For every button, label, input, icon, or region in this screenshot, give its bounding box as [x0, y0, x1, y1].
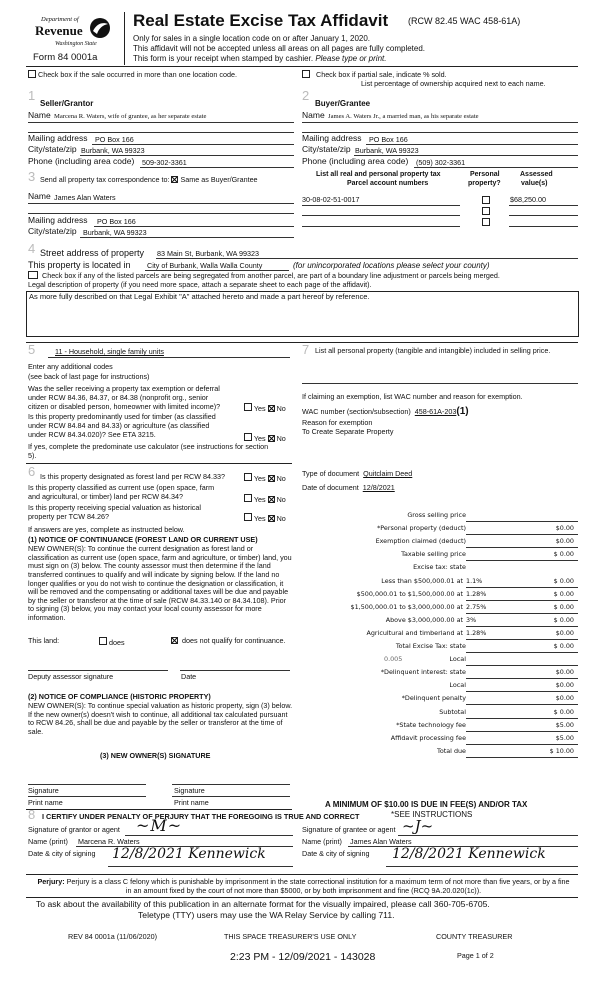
tax-row-label: Total Excise Tax: state — [395, 642, 466, 650]
corr-name[interactable]: James Alan Waters — [54, 193, 116, 202]
personal-property-checkbox[interactable] — [482, 196, 490, 204]
tax-row-label: Subtotal — [439, 708, 466, 716]
wac-number[interactable]: WAC number (section/subsection) 458-61A-203(1) — [302, 406, 469, 417]
seller-city[interactable]: Burbank, WA 99323 — [81, 146, 145, 155]
grantee-signature-label: Signature of grantee or agent — [302, 825, 396, 834]
seller-phone[interactable]: 509-302-3361 — [142, 158, 187, 167]
owner-print-name-label: Print name — [28, 798, 63, 807]
certify-statement: I CERTIFY UNDER PENALTY OF PERJURY THAT THE FOREGOING IS TRUE AND CORRECT — [42, 812, 360, 821]
deputy-signature-label: Deputy assessor signature — [28, 672, 114, 681]
see-instructions: *SEE INSTRUCTIONS — [391, 810, 473, 819]
tax-row-label: Less than $500,000.01 at — [381, 577, 463, 585]
grantor-date-label: Date & city of signing — [28, 849, 96, 858]
county-treasurer: COUNTY TREASURER — [436, 932, 513, 941]
historic-yes-no[interactable]: Yes No — [244, 513, 286, 523]
section-7-number: 7 — [302, 342, 310, 357]
located-label: This property is located in — [28, 260, 131, 270]
exemption-yes-no[interactable]: Yes No — [244, 403, 286, 413]
tax-rate: 1.28% — [466, 629, 487, 637]
partial-sale-check[interactable]: Check box if partial sale, indicate % sold. — [302, 70, 447, 79]
located-in[interactable]: City of Burbank, Walla Walla County — [147, 261, 263, 270]
forest-q: Is this property designated as forest land per RCW 84.33? — [40, 472, 225, 481]
new-owner-signature-title: (3) NEW OWNER(S) SIGNATURE — [100, 751, 211, 760]
predominate-use-line2: 5). — [28, 451, 37, 460]
tax-value[interactable]: $ 10.00 — [549, 747, 574, 755]
tax-value[interactable]: $5.00 — [555, 721, 574, 729]
land-does-not-check[interactable]: does not qualify for continuance. — [171, 637, 286, 645]
grantee-name[interactable]: James Alan Waters — [350, 837, 412, 846]
buyer-city-label: City/state/zip — [302, 144, 351, 154]
grantee-signature[interactable]: ~J~ — [402, 817, 434, 835]
grantor-signature-label: Signature of grantor or agent — [28, 825, 120, 834]
corr-city-label: City/state/zip — [28, 226, 77, 236]
compliance-title: (2) NOTICE OF COMPLIANCE (HISTORIC PROPERTY) — [28, 692, 211, 701]
tax-rate: 3% — [466, 616, 477, 624]
tax-row-label: Gross selling price — [407, 511, 466, 519]
owner-signature-label: Signature — [174, 786, 205, 795]
local-rate: 0.005 — [384, 655, 403, 663]
document-date[interactable]: Date of document 12/8/2021 — [302, 483, 395, 492]
personal-property-checkbox[interactable] — [482, 218, 490, 226]
tax-row-label: *Delinquent penalty — [401, 694, 466, 702]
segregated-check[interactable]: Check box if any of the listed parcels are being segregated from another parcel, are part of a boundary line adjustment or parcels being merged. — [28, 271, 580, 280]
continuance-body: NEW OWNER(S): To continue the current designation as forest land or classification as current use (open space, farm and agriculture, or timber) land, you must sign on (3) below. The county assessor must then determine if the land transferred continues to qualify and will indicate by signing below. If the land no longer qualifies or you do not wish to continue the designation or classification, it will be removed and the compensating or additional taxes will be due and payable by the seller or transferor at the time of sale (RCW 84.33.140 or 84.34.108). Prior to signing (3) below, you may contact your local county assessor for more information. — [28, 544, 292, 623]
tax-rate: 1.28% — [466, 590, 487, 598]
current-use-yes-no[interactable]: Yes No — [244, 494, 286, 504]
tax-value[interactable]: $ 0.00 — [553, 577, 574, 585]
tax-value[interactable]: $0.00 — [555, 524, 574, 532]
tax-value[interactable]: $0.00 — [555, 537, 574, 545]
seller-mailing[interactable]: PO Box 166 — [95, 135, 134, 144]
document-type[interactable]: Type of document Quitclaim Deed — [302, 469, 413, 478]
legal-desc-label: Legal description of property (if you need more space, attach a separate sheet to each page of the affidavit). — [28, 280, 372, 289]
reason-label: Reason for exemption — [302, 418, 373, 427]
exemption-q-line3: citizen or disabled person, homeowner with limited income)? — [28, 402, 221, 411]
corr-city[interactable]: Burbank, WA 99323 — [83, 228, 147, 237]
owner-print-name-label: Print name — [174, 798, 209, 807]
section-2-number: 2 — [302, 88, 310, 103]
tax-row-label: Affidavit processing fee — [390, 734, 466, 742]
alt-format-line1: To ask about the availability of this publication in an alternate format for the visually impaired, please call 360-705-6705. — [36, 899, 490, 909]
perjury-notice: Perjury: Perjury is a class C felony which is punishable by imprisonment in the state correctional institution for a maximum term of not more than five years, or by a fine in an amount fixed by the court of not more than $5000, or by both imprisonment and fine (RCQ 9A.20.020(1c)). — [37, 877, 570, 895]
section-4-number: 4 — [28, 241, 36, 256]
corr-name-label: Name — [28, 191, 51, 201]
forest-yes-no[interactable]: Yes No — [244, 473, 286, 483]
grantor-name[interactable]: Marcena R. Waters — [78, 837, 140, 846]
legal-description-box[interactable]: As more fully described on that Legal Exhibit "A" attached hereto and made a part hereof by reference. — [26, 291, 579, 337]
parcel-number[interactable]: 30-08-02-51-0017 — [302, 195, 360, 204]
minimum-due-notice: A MINIMUM OF $10.00 IS DUE IN FEE(S) AND/OR TAX — [325, 800, 528, 809]
seller-heading: Seller/Grantor — [40, 99, 94, 108]
revision-number: REV 84 0001a (11/06/2020) — [68, 932, 157, 941]
timber-q-line3: under RCW 84.34.020)? See ETA 3215. — [28, 430, 156, 439]
page-number: Page 1 of 2 — [457, 951, 494, 960]
seller-mailing-label: Mailing address — [28, 133, 88, 143]
tax-row-label: Above $3,000,000.00 at — [385, 616, 463, 624]
tax-value[interactable]: $0.00 — [555, 694, 574, 702]
seller-name[interactable]: Marcena R. Waters, wife of grantee, as her separate estate — [54, 113, 207, 120]
additional-codes-label: Enter any additional codes — [28, 362, 113, 371]
current-use-q-line2: and agricultural, or timber) land per RCW 84.34? — [28, 492, 184, 501]
treasurer-use-only: THIS SPACE TREASURER'S USE ONLY — [224, 932, 357, 941]
seller-phone-label: Phone (including area code) — [28, 156, 135, 166]
tax-row-label: Local — [449, 681, 466, 689]
tax-row-label: *Delinquent interest: state — [380, 668, 466, 676]
grantee-date-city[interactable]: 12/8/2021 Kennewick — [392, 846, 546, 862]
grantor-name-label: Name (print) — [28, 837, 68, 846]
located-note: (for unincorporated locations please select your county) — [293, 261, 490, 270]
owner-signature-label: Signature — [28, 786, 59, 795]
corr-mailing[interactable]: PO Box 166 — [97, 217, 136, 226]
street-address[interactable]: 83 Main St, Burbank, WA 99323 — [157, 249, 260, 258]
tax-value[interactable]: $0.00 — [555, 629, 574, 637]
buyer-city[interactable]: Burbank, WA 99323 — [355, 146, 419, 155]
grantor-date-city[interactable]: 12/8/2021 Kennewick — [112, 846, 266, 862]
tax-value[interactable]: $ 0.00 — [553, 590, 574, 598]
cashier-stamp: 2:23 PM - 12/09/2021 - 143028 — [230, 951, 376, 963]
dor-swoosh-icon — [89, 17, 111, 39]
current-use-q-line1: Is this property classified as current use (open space, farm — [28, 483, 215, 492]
exemption-q-line1: Was the seller receiving a property tax exemption or deferral — [28, 384, 220, 393]
if-yes-note: If answers are yes, complete as instructed below. — [28, 525, 185, 534]
deputy-date-label: Date — [181, 672, 197, 681]
predominate-use-line1: If yes, complete the predominate use calculator (see instructions for section — [28, 442, 269, 451]
tax-row-label: *State technology fee — [396, 721, 466, 729]
personal-header-2: property? — [468, 180, 501, 187]
personal-header-1: Personal — [470, 171, 500, 178]
same-as-buyer-checkbox[interactable] — [171, 176, 178, 183]
dept-line1: Department of — [41, 16, 79, 23]
buyer-heading: Buyer/Grantee — [315, 99, 371, 108]
personal-property-text: List all personal property (tangible and intangible) included in selling price. — [315, 346, 551, 355]
rcw-reference: (RCW 82.45 WAC 458-61A) — [408, 16, 521, 26]
tax-value[interactable]: $5.00 — [555, 734, 574, 742]
tax-value[interactable]: $0.00 — [555, 681, 574, 689]
assessed-header-2: value(s) — [521, 180, 548, 187]
tax-row-label: Total due — [437, 747, 466, 755]
exemption-reason[interactable]: To Create Separate Property — [302, 427, 394, 436]
tax-row-label: *Personal property (deduct) — [377, 524, 466, 532]
section-5-number: 5 — [28, 342, 36, 357]
section-1-number: 1 — [28, 88, 36, 103]
continuance-title: (1) NOTICE OF CONTINUANCE (FOREST LAND OR CURRENT USE) — [28, 535, 258, 544]
parcel-header-2: Parcel account numbers — [347, 180, 429, 187]
form-number: Form 84 0001a — [33, 52, 98, 63]
tax-row-label: $500,000.01 to $1,500,000.00 at — [356, 590, 463, 598]
section-8-number: 8 — [28, 807, 36, 822]
this-land-label: This land: — [28, 636, 60, 645]
section-3-number: 3 — [28, 169, 36, 184]
assessed-value[interactable]: $68,250.00 — [510, 195, 546, 204]
buyer-phone[interactable]: (509) 302-3361 — [416, 158, 466, 167]
dept-line2: Revenue — [35, 23, 83, 38]
land-does-check[interactable]: does — [99, 637, 125, 647]
header-line2: This affidavit will not be accepted unless all areas on all pages are fully completed. — [133, 44, 426, 53]
historic-q-line1: Is this property receiving special valuation as historical — [28, 503, 201, 512]
use-code[interactable]: 11 - Household, single family units — [55, 347, 164, 356]
tax-value[interactable]: $ 0.00 — [553, 550, 574, 558]
alt-format-line2: Teletype (TTY) users may use the WA Relay Service by calling 711. — [138, 910, 395, 920]
seller-name-label: Name — [28, 110, 51, 120]
grantee-name-label: Name (print) — [302, 837, 342, 846]
buyer-name[interactable]: James A. Waters Jr., a married man, as his separate estate — [328, 113, 479, 120]
tax-row-label: $1,500,000.01 to $3,000,000.00 at — [350, 603, 463, 611]
tax-row-label: Taxable selling price — [401, 550, 466, 558]
buyer-name-label: Name — [302, 110, 325, 120]
parcel-header-1: List all real and personal property tax — [316, 171, 441, 178]
grantor-signature[interactable]: ~M~ — [136, 816, 183, 835]
seller-city-label: City/state/zip — [28, 144, 77, 154]
tax-row-label: Local — [449, 655, 466, 663]
timber-yes-no[interactable]: Yes No — [244, 433, 286, 443]
tax-row-label: Exemption claimed (deduct) — [375, 537, 466, 545]
tax-value[interactable]: $ 0.00 — [553, 616, 574, 624]
tax-rate: 2.75% — [466, 603, 487, 611]
dept-line3: Washington State — [55, 41, 97, 47]
buyer-phone-label: Phone (including area code) — [302, 156, 409, 166]
personal-property-checkbox[interactable] — [482, 207, 490, 215]
historic-q-line2: property per TCW 84.26? — [28, 512, 109, 521]
tax-row-label: Agricultural and timberland at — [366, 629, 463, 637]
page-title: Real Estate Excise Tax Affidavit — [133, 11, 389, 30]
dor-logo — [33, 14, 121, 56]
exemption-instructions: If claiming an exemption, list WAC number and reason for exemption. — [302, 392, 523, 401]
section-6-number: 6 — [28, 464, 36, 479]
tax-rate: 1.1% — [466, 577, 483, 585]
corr-mailing-label: Mailing address — [28, 215, 88, 225]
multi-location-check[interactable]: Check box if the sale occurred in more than one location code. — [28, 70, 237, 79]
percent-ownership-note: List percentage of ownership acquired next to each name. — [361, 79, 546, 88]
grantee-date-label: Date & city of signing — [302, 849, 370, 858]
additional-codes-note: (see back of last page for instructions) — [28, 372, 150, 381]
tax-value[interactable]: $ 0.00 — [553, 603, 574, 611]
header-line1: Only for sales in a single location code on or after January 1, 2020. — [133, 34, 371, 43]
assessed-header-1: Assessed — [520, 171, 553, 178]
timber-q-line2: under RCW 84.84 and 84.33) or agriculture (as classified — [28, 421, 210, 430]
compliance-body: NEW OWNER(S): To continue special valuation as historic property, sign (3) below. If the new owner(s) doesn't wish to continue, all additional tax calculated pursuant to RCW 84.26, shall be due and payable by the seller or transferor at the time of sale. — [28, 701, 293, 736]
buyer-mailing-label: Mailing address — [302, 133, 362, 143]
timber-q-line1: Is this property predominantly used for timber (as classified — [28, 412, 216, 421]
correspondence-label: Send all property tax correspondence to: Same as Buyer/Grantee — [40, 175, 258, 184]
street-label: Street address of property — [40, 248, 145, 258]
buyer-mailing[interactable]: PO Box 166 — [369, 135, 408, 144]
tax-value[interactable]: $ 0.00 — [553, 708, 574, 716]
header-line3: This form is your receipt when stamped by cashier. Please type or print. — [133, 54, 387, 63]
tax-row-label: Excise tax: state — [413, 563, 466, 571]
tax-value[interactable]: $0.00 — [555, 668, 574, 676]
exemption-q-line2: under RCW 84.36, 84.37, or 84.38 (nonprofit org., senior — [28, 393, 209, 402]
tax-value[interactable]: $ 0.00 — [553, 642, 574, 650]
